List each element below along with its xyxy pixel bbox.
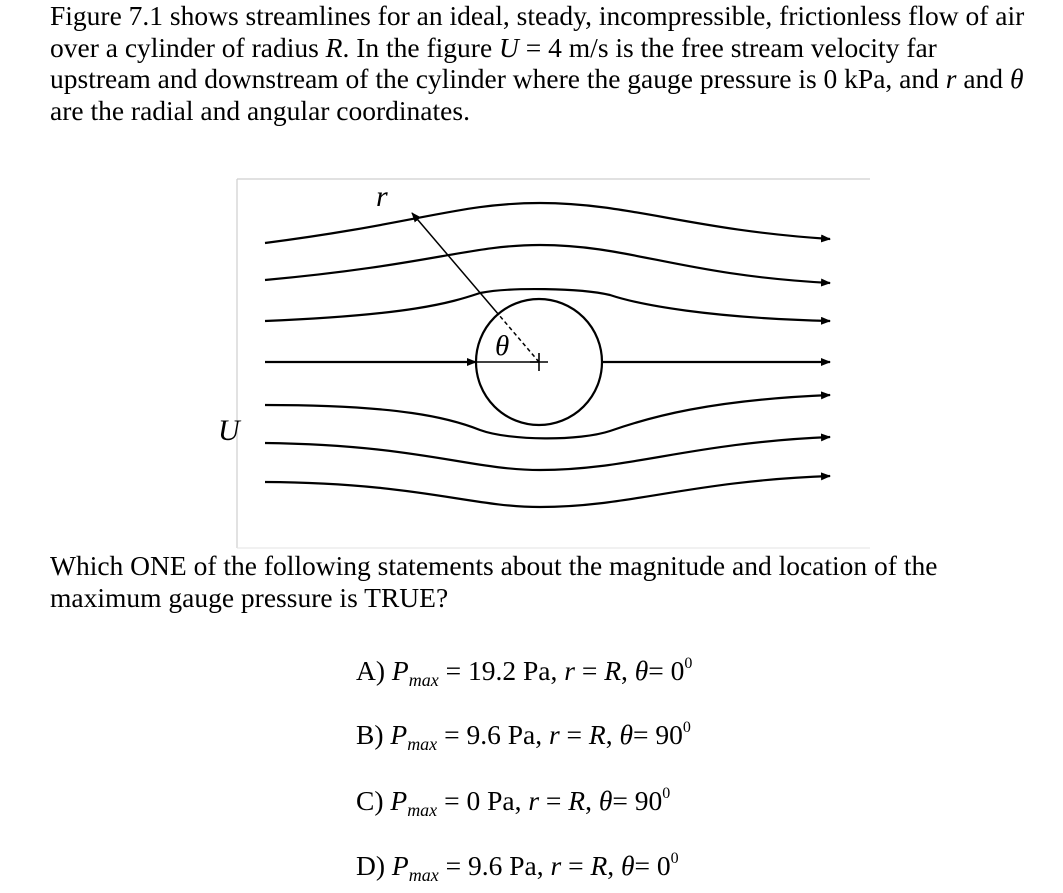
- degree-superscript: 0: [670, 850, 679, 867]
- r-symbol: r: [945, 63, 957, 94]
- streamline-3: [265, 289, 830, 321]
- streamline-figure: [210, 175, 880, 555]
- r-label: r: [376, 180, 388, 213]
- streamline-6: [265, 395, 830, 438]
- intro-text-3: = 4 m/s is the free stream velocity far upstream and downstream of the cylinder where the gauge pressure is 0 kPa, and: [50, 31, 946, 94]
- radius-symbol: R: [590, 850, 608, 881]
- theta-symbol: θ: [1009, 63, 1024, 94]
- option-letter: C): [356, 785, 384, 816]
- degree-superscript: 0: [684, 655, 693, 672]
- equals: =: [561, 850, 591, 881]
- r-symbol: r: [550, 850, 562, 881]
- r-symbol: r: [548, 719, 560, 750]
- separator: ,: [585, 785, 599, 816]
- theta-symbol: θ: [621, 850, 635, 881]
- r-symbol: r: [564, 655, 575, 686]
- max-subscript: max: [407, 800, 438, 820]
- option-letter: B): [356, 719, 384, 750]
- max-subscript: max: [408, 670, 439, 690]
- radius-symbol: R: [568, 785, 586, 816]
- separator: ,: [621, 655, 635, 686]
- r-symbol: r: [528, 785, 540, 816]
- intro-text-4: and: [956, 63, 1010, 94]
- angle-value: = 0: [648, 655, 685, 686]
- radius-symbol: R: [588, 719, 606, 750]
- theta-symbol: θ: [598, 785, 613, 816]
- option-b[interactable]: [356, 712, 691, 760]
- equals: =: [574, 655, 605, 686]
- degree-superscript: 0: [682, 719, 691, 736]
- separator: ,: [607, 850, 622, 881]
- pressure-value: = 19.2 Pa,: [438, 655, 565, 686]
- theta-symbol: θ: [634, 655, 649, 686]
- pressure-symbol: P: [390, 719, 408, 750]
- intro-text-2: . In the figure: [342, 31, 500, 63]
- pressure-value: = 9.6 Pa,: [437, 719, 549, 750]
- streamline-1: [265, 203, 830, 243]
- pressure-value: = 0 Pa,: [437, 785, 529, 816]
- equals: =: [539, 785, 569, 816]
- degree-superscript: 0: [662, 785, 671, 802]
- theta-symbol: θ: [619, 719, 633, 750]
- U-label: U: [218, 414, 240, 447]
- streamline-8: [265, 476, 830, 507]
- option-letter: A): [356, 655, 386, 686]
- pressure-symbol: P: [391, 655, 409, 686]
- radius-symbol: R: [604, 655, 622, 686]
- max-subscript: max: [408, 865, 439, 885]
- velocity-symbol: U: [499, 31, 519, 63]
- option-c[interactable]: [356, 778, 670, 826]
- streamline-7: [265, 437, 830, 470]
- radius-symbol: R: [325, 31, 343, 63]
- option-letter: D): [356, 850, 386, 881]
- equals: =: [559, 719, 589, 750]
- separator: ,: [605, 719, 620, 750]
- intro-text-1: Figure 7.1 shows streamlines for an ideal, steady, incompressible, frictionless flow of air over a cylinder of radius: [50, 0, 1025, 63]
- max-subscript: max: [407, 734, 438, 754]
- angle-value: = 90: [633, 719, 683, 750]
- streamline-2: [265, 245, 830, 283]
- option-a[interactable]: [356, 648, 692, 696]
- angle-value: = 90: [612, 785, 663, 816]
- problem-statement: [50, 0, 1040, 126]
- option-d[interactable]: [356, 843, 679, 891]
- theta-label: θ: [495, 330, 510, 362]
- intro-text-5: are the radial and angular coordinates.: [50, 94, 470, 126]
- pressure-symbol: P: [391, 850, 409, 881]
- pressure-symbol: P: [390, 785, 408, 816]
- angle-value: = 0: [634, 850, 671, 881]
- question-text: Which ONE of the following statements about the magnitude and location of the maximum gauge pressure is TRUE?: [50, 550, 938, 613]
- pressure-value: = 9.6 Pa,: [438, 850, 551, 881]
